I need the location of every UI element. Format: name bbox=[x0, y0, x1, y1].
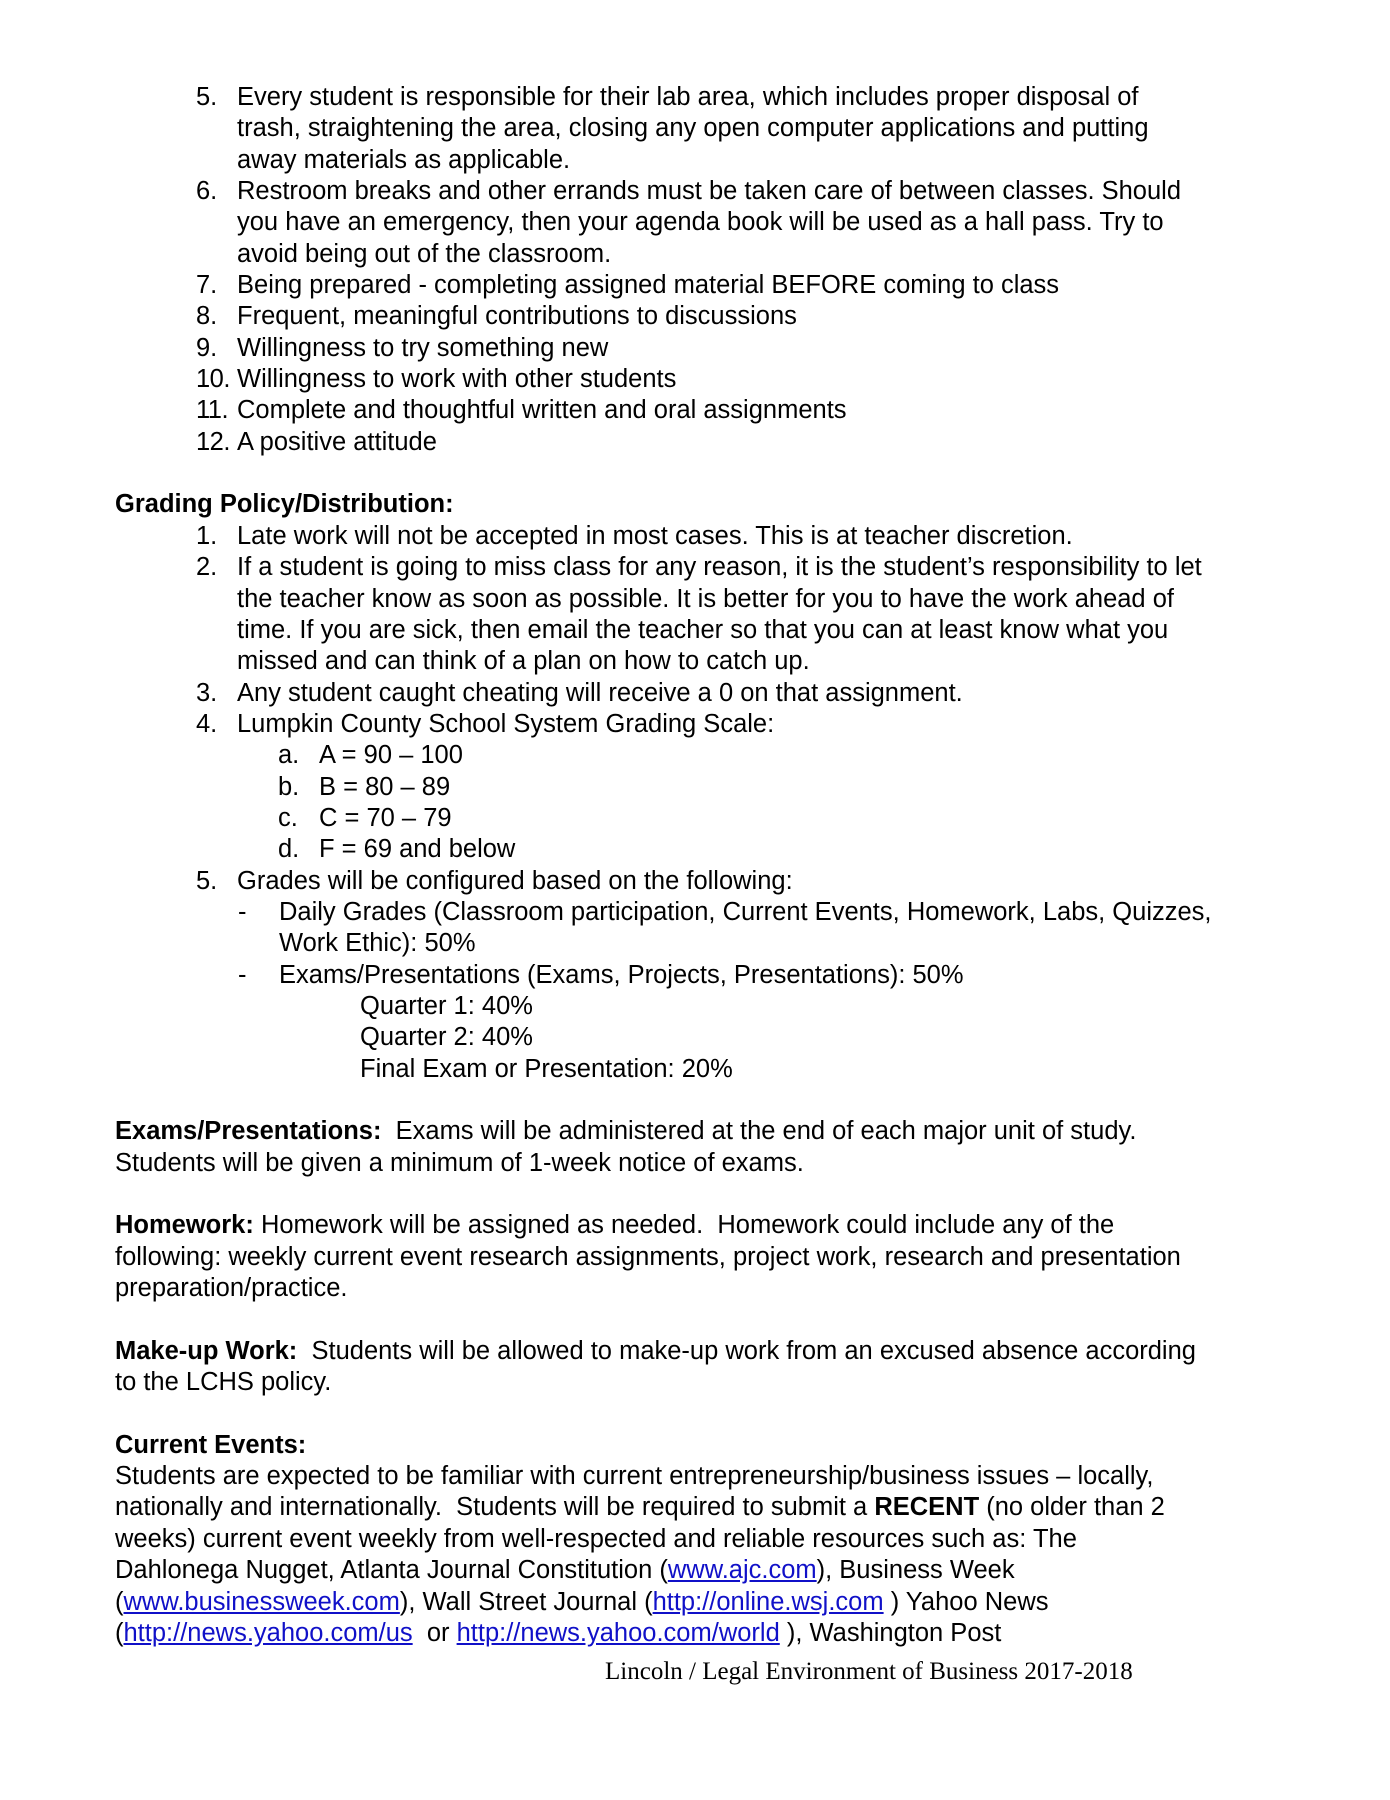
list-item bbox=[0, 82, 1390, 113]
list-text: away materials as applicable. bbox=[237, 145, 571, 174]
link-yahoo-world[interactable]: http://news.yahoo.com/world bbox=[456, 1618, 780, 1647]
list-text: time. If you are sick, then email the teacher so that you can at least know what you bbox=[237, 615, 1169, 644]
list-text: If a student is going to miss class for any reason, it is the student’s responsibility to let bbox=[237, 553, 1202, 582]
grade-scale-item bbox=[0, 834, 1390, 865]
grading-item bbox=[0, 866, 1390, 897]
homework-paragraph bbox=[0, 1210, 1390, 1241]
list-text: avoid being out of the classroom. bbox=[237, 239, 612, 268]
list-item bbox=[0, 333, 1390, 364]
list-number: 7. bbox=[196, 271, 218, 300]
current-events-text: weeks) current event weekly from well-respected and reliable resources such as: The bbox=[115, 1524, 1077, 1553]
makeup-paragraph bbox=[0, 1336, 1390, 1367]
page-footer: Lincoln / Legal Environment of Business 2017-2018 bbox=[605, 1658, 1133, 1685]
list-text: Restroom breaks and other errands must be taken care of between classes. Should bbox=[237, 177, 1182, 206]
list-text: Frequent, meaningful contributions to discussions bbox=[237, 302, 797, 331]
list-number: 2. bbox=[196, 553, 218, 582]
exams-paragraph bbox=[0, 1116, 1390, 1147]
list-item bbox=[0, 364, 1390, 395]
list-item bbox=[0, 301, 1390, 332]
link-wsj[interactable]: http://online.wsj.com bbox=[652, 1587, 884, 1616]
bullet-item bbox=[0, 897, 1390, 928]
list-number: 6. bbox=[196, 177, 218, 206]
current-events-text: ), Business Week bbox=[816, 1556, 1015, 1585]
list-text: the teacher know as soon as possible. It is better for you to have the work ahead of bbox=[237, 584, 1174, 613]
list-text: Being prepared - completing assigned material BEFORE coming to class bbox=[237, 271, 1060, 300]
current-events-text: ( bbox=[115, 1587, 124, 1616]
list-text: Lumpkin County School System Grading Scale: bbox=[237, 709, 775, 738]
sub-letter: c. bbox=[278, 803, 298, 832]
list-text: Any student caught cheating will receive a 0 on that assignment. bbox=[237, 678, 963, 707]
grading-item bbox=[0, 552, 1390, 583]
current-events-text: ), Wall Street Journal ( bbox=[399, 1587, 653, 1616]
list-number: 3. bbox=[196, 678, 218, 707]
section-heading-current-events bbox=[0, 1430, 1390, 1461]
list-number: 9. bbox=[196, 333, 218, 362]
makeup-label: Make-up Work: bbox=[115, 1336, 298, 1365]
exams-text: Exams will be administered at the end of each major unit of study. bbox=[381, 1117, 1137, 1146]
grading-heading: Grading Policy/Distribution: bbox=[115, 490, 454, 519]
list-text: you have an emergency, then your agenda book will be used as a hall pass. Try to bbox=[237, 208, 1164, 237]
link-yahoo-us[interactable]: http://news.yahoo.com/us bbox=[123, 1618, 413, 1647]
breakdown-quarter-2: Quarter 2: 40% bbox=[360, 1023, 533, 1052]
grading-item bbox=[0, 521, 1390, 552]
list-number: 8. bbox=[196, 302, 218, 331]
recent-emphasis: RECENT bbox=[874, 1493, 980, 1522]
list-text: Grades will be configured based on the following: bbox=[237, 866, 793, 895]
list-number: 5. bbox=[196, 866, 218, 895]
list-text: missed and can think of a plan on how to catch up. bbox=[237, 647, 810, 676]
list-item bbox=[0, 176, 1390, 207]
section-heading-grading bbox=[0, 489, 1390, 520]
grade-range: F = 69 and below bbox=[319, 835, 516, 864]
makeup-text: Students will be allowed to make-up work from an excused absence according bbox=[297, 1336, 1196, 1365]
homework-text: preparation/practice. bbox=[115, 1274, 348, 1303]
homework-text: Homework will be assigned as needed. Homework could include any of the bbox=[253, 1211, 1115, 1240]
bullet-dash: - bbox=[238, 897, 247, 926]
homework-text: following: weekly current event research assignments, project work, research and presentation bbox=[115, 1242, 1181, 1271]
current-events-text: (no older than 2 bbox=[979, 1493, 1165, 1522]
grading-item bbox=[0, 709, 1390, 740]
list-number: 10. bbox=[196, 365, 230, 394]
breakdown-quarter-1: Quarter 1: 40% bbox=[360, 991, 533, 1020]
current-events-text: Dahlonega Nugget, Atlanta Journal Constitution ( bbox=[115, 1556, 668, 1585]
current-events-text: or bbox=[412, 1618, 457, 1647]
bullet-item bbox=[0, 960, 1390, 991]
sub-letter: a. bbox=[278, 741, 300, 770]
bullet-text: Exams/Presentations (Exams, Projects, Presentations): 50% bbox=[279, 960, 964, 989]
current-events-text: ( bbox=[115, 1618, 124, 1647]
list-text: A positive attitude bbox=[237, 427, 437, 456]
list-text: Willingness to try something new bbox=[237, 333, 609, 362]
makeup-text: to the LCHS policy. bbox=[115, 1368, 332, 1397]
current-events-text: Students are expected to be familiar with current entrepreneurship/business issues – locally, bbox=[115, 1462, 1154, 1491]
list-text: Late work will not be accepted in most cases. This is at teacher discretion. bbox=[237, 521, 1073, 550]
list-text: trash, straightening the area, closing any open computer applications and putting bbox=[237, 114, 1149, 143]
list-item bbox=[0, 395, 1390, 426]
list-item bbox=[0, 270, 1390, 301]
link-businessweek[interactable]: www.businessweek.com bbox=[123, 1587, 400, 1616]
document-page bbox=[0, 82, 1390, 1649]
current-events-heading: Current Events: bbox=[115, 1430, 307, 1459]
list-number: 11. bbox=[196, 396, 229, 425]
grade-scale-item bbox=[0, 740, 1390, 771]
list-item bbox=[0, 427, 1390, 458]
grade-range: C = 70 – 79 bbox=[319, 803, 452, 832]
sub-letter: d. bbox=[278, 835, 300, 864]
list-text: Willingness to work with other students bbox=[237, 365, 677, 394]
current-events-text: nationally and internationally. Students will be required to submit a bbox=[115, 1493, 875, 1522]
list-number: 1. bbox=[196, 521, 218, 550]
current-events-text: ) Yahoo News bbox=[883, 1587, 1049, 1616]
list-number: 12. bbox=[196, 427, 230, 456]
bullet-text: Daily Grades (Classroom participation, Current Events, Homework, Labs, Quizzes, bbox=[279, 897, 1212, 926]
bullet-dash: - bbox=[238, 960, 247, 989]
bullet-text: Work Ethic): 50% bbox=[279, 929, 476, 958]
sub-letter: b. bbox=[278, 772, 300, 801]
grade-range: B = 80 – 89 bbox=[319, 772, 451, 801]
link-ajc[interactable]: www.ajc.com bbox=[667, 1556, 817, 1585]
grade-scale-item bbox=[0, 772, 1390, 803]
list-number: 4. bbox=[196, 709, 218, 738]
list-number: 5. bbox=[196, 83, 218, 111]
exams-label: Exams/Presentations: bbox=[115, 1117, 382, 1146]
list-text: Every student is responsible for their lab area, which includes proper disposal of bbox=[237, 83, 1139, 111]
breakdown-final: Final Exam or Presentation: 20% bbox=[360, 1054, 733, 1083]
grading-item bbox=[0, 678, 1390, 709]
list-text: Complete and thoughtful written and oral assignments bbox=[237, 396, 847, 425]
current-events-text: ), Washington Post bbox=[779, 1618, 1002, 1647]
grade-range: A = 90 – 100 bbox=[319, 741, 463, 770]
exams-text: Students will be given a minimum of 1-week notice of exams. bbox=[115, 1148, 804, 1177]
grade-scale-item bbox=[0, 803, 1390, 834]
homework-label: Homework: bbox=[115, 1211, 254, 1240]
